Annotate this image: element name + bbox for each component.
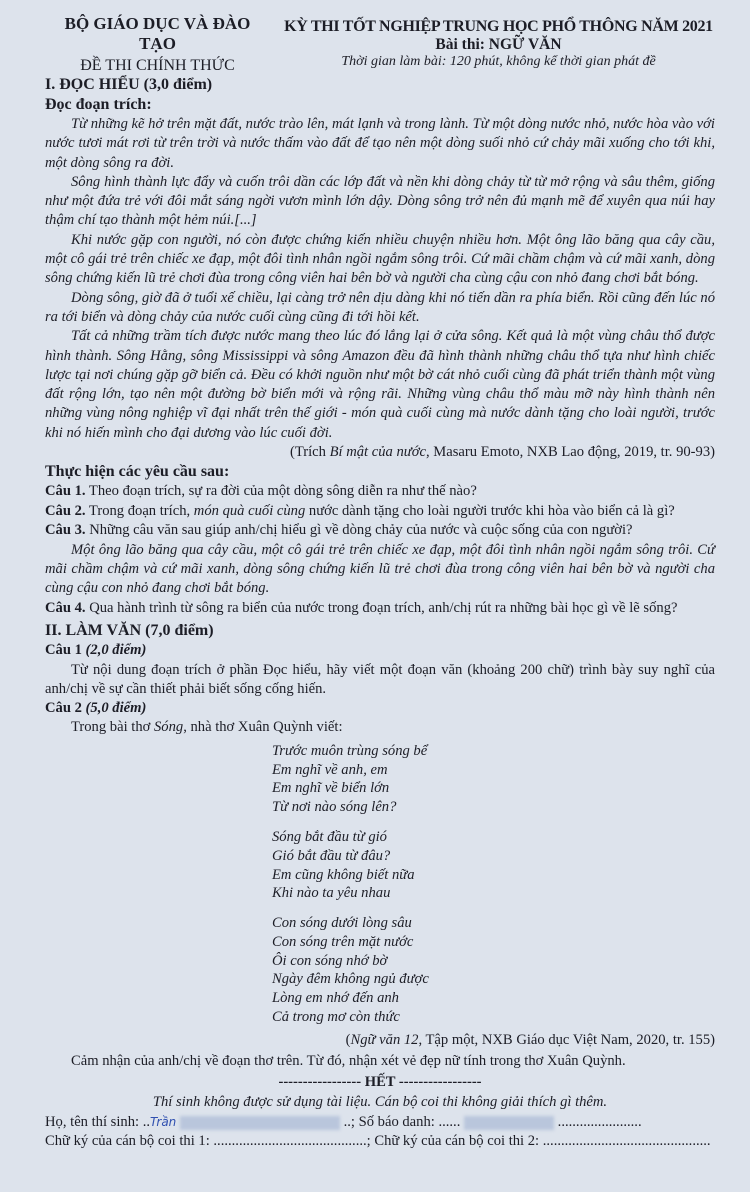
ministry: BỘ GIÁO DỤC VÀ ĐÀO TẠO	[64, 14, 251, 53]
header-right	[282, 14, 715, 70]
writing-q1-text: Từ nội dung đoạn trích ở phần Đọc hiểu, hãy viết một đoạn văn (khoảng 200 chữ) trình bày suy nghĩ của anh/chị về sự cần thiết phải biết sống cống hiến.	[45, 661, 715, 697]
poem-line: Sóng bắt đầu từ gió	[272, 828, 387, 845]
passage-paragraph: Từ những kẽ hở trên mặt đất, nước trào lên, mát lạnh và trong lành. Từ một dòng nước nhỏ, nước hòa vào với nước tươi mát rơi từ trên trời và nước thấm vào đất để tạo nên một dòng suối nhỏ cứ chảy mãi xuống cho tới khi, một dòng sông ra đời.	[45, 116, 715, 171]
poem-line: Gió bắt đầu từ đâu?	[272, 847, 391, 864]
poem-stanza	[272, 828, 715, 903]
poem-line: Con sóng trên mặt nước	[272, 933, 414, 950]
subject: Bài thi: NGỮ VĂN	[435, 36, 562, 53]
source-prefix: (Trích	[289, 444, 330, 461]
header	[45, 14, 715, 75]
q-points: (5,0 điểm)	[85, 700, 147, 717]
poem-source-title: Ngữ văn 12	[350, 1031, 419, 1048]
poem-line: Cả trong mơ còn thức	[272, 1009, 400, 1026]
passage-paragraph: Dòng sông, giờ đã ở tuổi xế chiều, lại càng trở nên dịu dàng khi nó tiến dần ra phía biển. Rồi cũng đến lúc nó ra tới biển và dòng chảy của nước cuối cùng cũng đi tới hồi kết.	[45, 289, 715, 325]
poem-stanza	[272, 914, 715, 1027]
intro-text: , nhà thơ Xuân Quỳnh viết:	[183, 719, 343, 736]
writing-prompt: Cảm nhận của anh/chị về đoạn thơ trên. Từ đó, nhận xét vẻ đẹp nữ tính trong thơ Xuân Quỳnh.	[71, 1053, 626, 1070]
q-text: Những câu văn sau giúp anh/chị hiểu gì về dòng chảy của nước và cuộc sống của con người?	[85, 522, 633, 539]
candidate-info	[45, 1113, 715, 1132]
q-text: nước dành tặng cho loài người trước khi hòa vào biển cả là gì?	[305, 502, 675, 519]
q-label: Câu 2	[45, 700, 86, 717]
writing-q2-title	[45, 699, 715, 718]
tasks-heading: Thực hiện các yêu cầu sau:	[45, 463, 230, 481]
poem-line: Ngày đêm không ngủ được	[272, 971, 429, 988]
q-label: Câu 4.	[45, 599, 86, 616]
q-label: Câu 1	[45, 642, 86, 659]
poem-line: Em cũng không biết nữa	[272, 866, 415, 883]
question-2	[45, 502, 715, 522]
poem-line: Em nghĩ về biển lớn	[272, 780, 390, 797]
writing-q1-title	[45, 641, 715, 660]
time-limit: Thời gian làm bài: 120 phút, không kể thời gian phát đề	[341, 54, 656, 69]
name-label: Họ, tên thí sinh: ..	[45, 1114, 150, 1131]
source-rest: , Masaru Emoto, NXB Lao động, 2019, tr. 90-93)	[425, 444, 715, 461]
redacted-id	[464, 1116, 554, 1130]
question-3-quote: Một ông lão băng qua cây cầu, một cô gái trẻ trên chiếc xe đạp, một đôi tình nhân ngồi ngắm sông trôi. Cứ mãi chầm chậm và cứ mãi xanh, dòng sông chứng kiến lũ trẻ chơi đùa trong công viên hai bên bờ và người cha cùng cậu con nhỏ đang chơi bắt bóng.	[45, 541, 715, 597]
poem-title: Sóng	[154, 719, 184, 736]
poem-line: Lòng em nhớ đến anh	[272, 990, 399, 1007]
poem-line: Con sóng dưới lòng sâu	[272, 915, 412, 932]
poem-line: Trước muôn trùng sóng bể	[272, 742, 428, 759]
q-label: Câu 1.	[45, 483, 86, 500]
passage-source	[45, 443, 715, 462]
q-text: Qua hành trình từ sông ra biển của nước trong đoạn trích, anh/chị rút ra những bài học gì về lẽ sống?	[85, 599, 678, 616]
source-title: Bí mật của nước	[329, 444, 426, 461]
header-left	[45, 14, 270, 75]
reading-heading: I. ĐỌC HIỂU (3,0 điểm)	[45, 76, 213, 93]
handwritten-name: Trần	[150, 1115, 177, 1130]
poem-line: Em nghĩ về anh, em	[272, 761, 388, 778]
q-text: Trong đoạn trích,	[85, 502, 194, 519]
reading-section	[45, 75, 715, 618]
writing-section	[45, 621, 715, 737]
poem-line: Từ nơi nào sóng lên?	[272, 799, 397, 816]
proctor-signatures: Chữ ký của cán bộ coi thi 1: ..........................................; Chữ ký của cán bộ coi thi 2: ..............................................	[45, 1133, 711, 1150]
poem-source-rest: , Tập một, NXB Giáo dục Việt Nam, 2020, tr. 155)	[418, 1031, 715, 1048]
poem-source: (Ngữ văn 12, Tập một, NXB Giáo dục Việt Nam, 2020, tr. 155)	[345, 1031, 715, 1048]
question-3	[45, 521, 715, 541]
poem-line: Khi nào ta yêu nhau	[272, 885, 391, 902]
question-4	[45, 599, 715, 619]
end-marker: ----------------- HẾT -----------------	[278, 1074, 482, 1091]
poem-line: Ôi con sóng nhớ bờ	[272, 952, 388, 969]
passage-paragraph: Sông hình thành lực đẩy và cuốn trôi dần các lớp đất và nền khi dòng chảy từ từ mở rộng và sâu thêm, giống như một đứa trẻ với đôi mắt sáng ngời vươn mình lớn dậy. Dòng sông trở nên đủ mạnh mẽ để xuyên qua núi hay thậm chí tạo thành một hẻm núi.[...]	[45, 173, 715, 229]
id-dots: .......................	[557, 1114, 642, 1131]
redacted-name	[180, 1116, 340, 1130]
q-points: (2,0 điểm)	[85, 642, 147, 659]
q-italic: món quà cuối cùng	[193, 502, 306, 519]
writing-heading: II. LÀM VĂN (7,0 điểm)	[45, 622, 214, 640]
poem-stanza	[272, 742, 715, 817]
reading-subheading: Đọc đoạn trích:	[45, 96, 152, 113]
exam-note: Thí sinh không được sử dụng tài liệu. Cán bộ coi thi không giải thích gì thêm.	[152, 1093, 608, 1110]
writing-q2-intro	[45, 718, 715, 737]
q-label: Câu 2.	[45, 502, 86, 519]
question-1	[45, 482, 715, 502]
official-label: ĐỀ THI CHÍNH THỨC	[80, 57, 235, 74]
poem	[272, 742, 715, 1027]
intro-text: Trong bài thơ	[71, 719, 154, 736]
exam-title: KỲ THI TỐT NGHIỆP TRUNG HỌC PHỔ THÔNG NĂM 2021	[284, 18, 713, 35]
passage-paragraph: Tất cả những trầm tích được nước mang theo lúc đó lắng lại ở cửa sông. Kết quả là một vùng châu thổ được hình thành. Sông Hằng, sông Mississippi và sông Amazon đều đã hình thành những châu thổ tựa như hình chiếc lược tại nơi chúng gặp gỡ biển cả. Đều có khởi nguồn như một bờ cát nhỏ cuối cùng đã phát triển thành một vùng đất rộng lớn, tạo nên một đường bờ biển mới và rộng rãi. Những vùng châu thổ màu mỡ này hình thành nên những vùng nông nghiệp vĩ đại nhất trên thế giới - món quà cuối cùng mà nước dành tặng cho loài người, trước khi nó hiến mình cho đại dương vào lúc cuối đời.	[45, 328, 715, 441]
id-label: ..; Số báo danh: ......	[343, 1114, 461, 1131]
passage-paragraph: Khi nước gặp con người, nó còn được chứng kiến nhiều chuyện nhiều hơn. Một ông lão băng qua cây cầu, một cô gái trẻ trên chiếc xe đạp, một đôi tình nhân ngồi ngắm sông trôi. Cứ mãi chầm chậm và cứ mãi xanh, dòng sông chứng kiến lũ trẻ chơi đùa trong công viên hai bên bờ và người cha cùng cậu con nhỏ đang chơi bắt bóng.	[45, 231, 715, 287]
q-label: Câu 3.	[45, 522, 86, 539]
q-text: Theo đoạn trích, sự ra đời của một dòng sông diễn ra như thế nào?	[85, 483, 477, 500]
footer-section	[45, 1031, 715, 1152]
